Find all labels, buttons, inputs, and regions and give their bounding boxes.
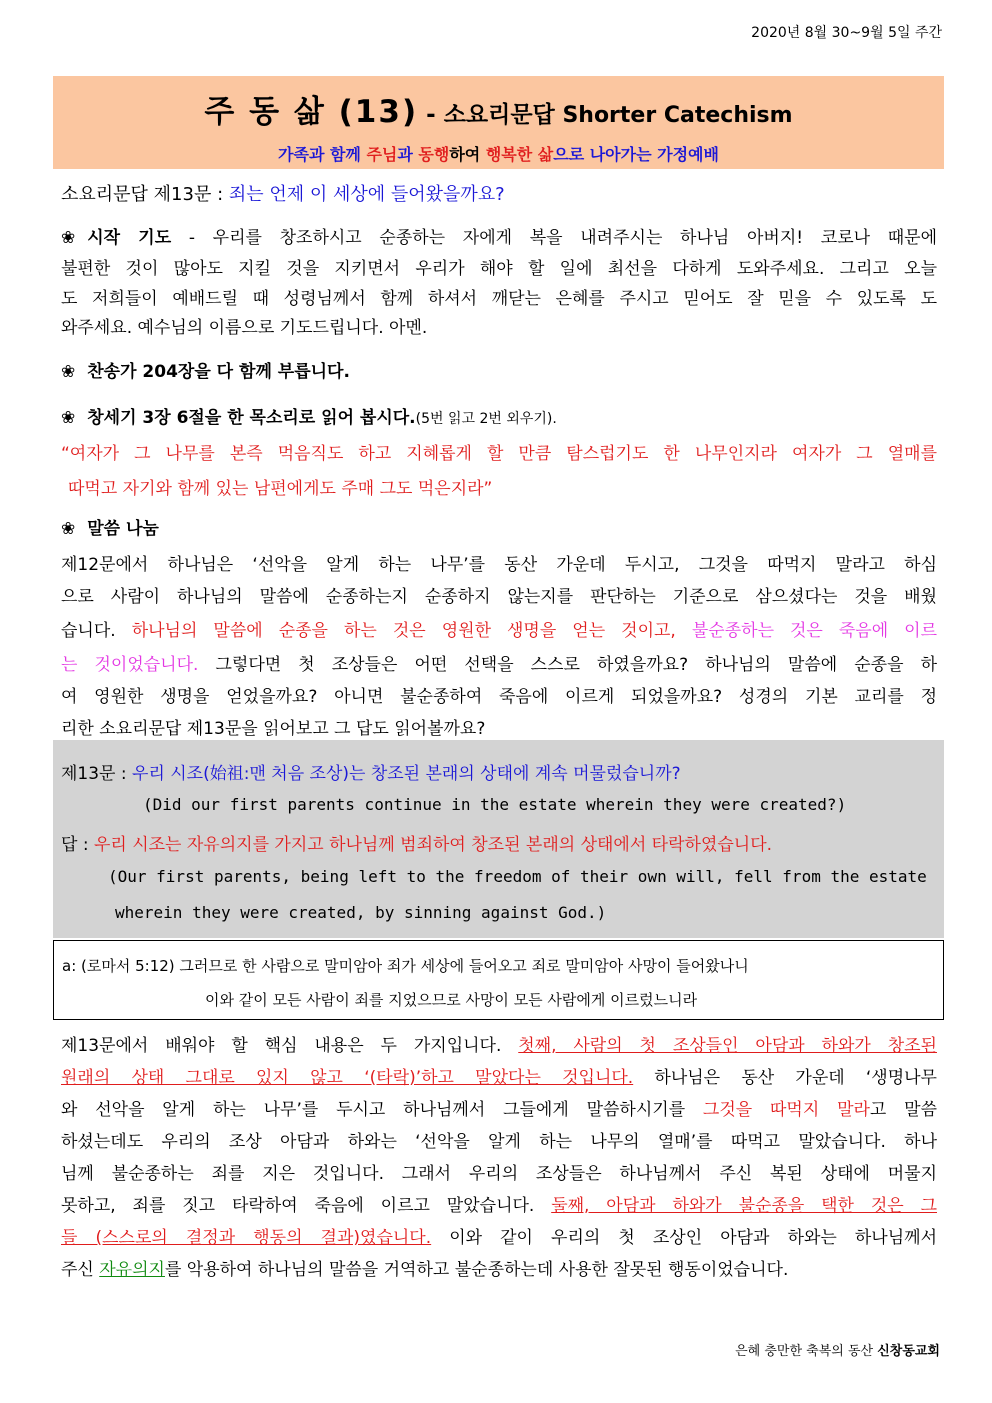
reading-note: (5번 읽고 2번 외우기). [415, 411, 557, 427]
church-name: 신창동교회 [877, 1344, 940, 1359]
question-korean: 우리 시조(始祖:맨 처음 조상)는 창조된 본래의 상태에 계속 머물렀습니까? [132, 764, 681, 784]
subtitle-part: 으로 나아가는 [553, 145, 658, 164]
subtitle-part: 하여 [449, 145, 486, 164]
sharing-highlight-red: 하나님의 말씀에 순종을 하는 것은 영원한 생명을 얻는 것이고, [131, 621, 692, 641]
body-line-6 [61, 1191, 937, 1216]
question-label: 소요리문답 제13문 : [61, 184, 229, 205]
sharing-heading-line [61, 514, 937, 539]
subtitle-part: 주님 [366, 145, 398, 164]
title-dash: - [418, 102, 444, 128]
subtitle-part: 가정예배 [657, 145, 719, 164]
body-line-5: 님께 불순종하는 죄를 지은 것입니다. 그래서 우리의 조상들은 하나님께서 주신 복된 상태에 머물지 [61, 1164, 937, 1184]
body-text: 와 선악을 알게 하는 나무’를 두시고 하나님께서 그들에게 말씀하시기를 [61, 1100, 703, 1120]
body-text: 하나님은 동산 가운데 ‘생명나무 [633, 1068, 937, 1088]
body-highlight-green: 자유의지 [99, 1260, 165, 1280]
body-highlight: 첫째, 사람의 첫 조상들인 아담과 하와가 창조된 [518, 1036, 937, 1056]
sharing-line-4 [61, 650, 937, 675]
sharing-text: 습니다. [61, 621, 132, 641]
footer [735, 1340, 940, 1359]
subtitle-part: 함께 [324, 145, 367, 164]
question-text: 죄는 언제 이 세상에 들어왔을까요? [228, 184, 505, 205]
body-line-1 [61, 1031, 937, 1056]
flower-bullet-icon: ❀ [61, 228, 76, 248]
body-line-4: 하셨는데도 우리의 조상 아담과 하와는 ‘선악을 알게 하는 나무의 열매’를 따먹고 말았습니다. 하나 [61, 1132, 937, 1152]
body-text: 못하고, 죄를 짓고 타락하여 죽음에 이르고 말았습니다. [61, 1196, 552, 1216]
sharing-text: 그렇다면 첫 조상들은 어떤 선택을 스스로 하였을까요? 하나님의 말씀에 순종을 하 [198, 655, 938, 675]
body-highlight: 둘째, 아담과 하와가 불순종을 택한 것은 그 [551, 1196, 937, 1216]
reference-line-2: 이와 같이 모든 사람이 죄를 지었으므로 사망이 모든 사람에게 이르렀느니라 [205, 991, 698, 1009]
date-range: 2020년 8월 30~9월 5일 주간 [751, 25, 942, 41]
title-korean: 소요리문답 [443, 102, 555, 128]
body-highlight: 들 (스스로의 결정과 행동의 결과)였습니다. [61, 1228, 432, 1248]
hymn-line [61, 357, 937, 382]
sharing-line-1: 제12문에서 하나님은 ‘선악을 알게 하는 나무’를 동산 가운데 두시고, 그것을 따먹지 말라고 하심 [61, 555, 937, 575]
reading-line [61, 403, 937, 428]
body-text: 를 악용하여 하나님의 말씀을 거역하고 불순종하는데 사용한 잘못된 행동이었습니다. [164, 1260, 789, 1280]
subtitle-part: 행복한 삶 [485, 145, 554, 164]
question-number: 제13문 : [61, 764, 133, 784]
answer-english-2: wherein they were created, by sinning against God.) [115, 903, 607, 922]
verse-line-2: 따먹고 자기와 함께 있는 남편에게도 주매 그도 먹은지라” [68, 479, 493, 499]
prayer-line-3: 도 저희들이 예배드릴 때 성령님께서 함께 하셔서 깨닫는 은혜를 주시고 믿어도 잘 믿을 수 있도록 도 [61, 289, 937, 309]
answer-korean: 우리 시조는 자유의지를 가지고 하나님께 범죄하여 창조된 본래의 상태에서 타락하였습니다. [93, 835, 773, 855]
answer-label: 답 : [61, 835, 94, 855]
subtitle-part: 과 [397, 145, 419, 164]
verse-line-1: “여자가 그 나무를 본즉 먹음직도 하고 지혜롭게 할 만큼 탐스럽기도 한 나무인지라 여자가 그 열매를 [61, 444, 937, 464]
flower-bullet-icon: ❀ [61, 519, 76, 539]
prayer-line-2: 불편한 것이 많아도 지킬 것을 지키면서 우리가 해야 할 일에 최선을 다하게 도와주세요. 그리고 오늘 [61, 259, 937, 279]
title-english: Shorter Catechism [554, 103, 793, 128]
title-banner [53, 76, 944, 169]
sharing-line-2: 으로 사람이 하나님의 말씀에 순종하는지 순종하지 않는지를 판단하는 기준으로 삼으셨다는 것을 배웠 [61, 587, 937, 607]
title-main: 주 동 삶 (13) [204, 94, 419, 130]
catechism-answer [61, 830, 937, 855]
flower-bullet-icon: ❀ [61, 362, 76, 382]
body-text: 이와 같이 우리의 첫 조상인 아담과 하와는 하나님께서 [431, 1228, 937, 1248]
answer-english-1: (Our first parents, being left to the freedom of their own will, fell from the estate [108, 867, 927, 886]
body-highlight: 원래의 상태 그대로 있지 않고 ‘(타락)’하고 말았다는 것입니다. [61, 1068, 634, 1088]
reading-text: 창세기 3장 6절을 한 목소리로 읽어 봅시다. [87, 408, 416, 428]
body-text: 주신 [61, 1260, 100, 1280]
body-line-7 [61, 1223, 937, 1248]
sharing-highlight-magenta: 불순종하는 것은 죽음에 이르 [691, 621, 938, 641]
body-highlight: 그것을 따먹지 말라 [702, 1100, 870, 1120]
body-line-8 [61, 1255, 937, 1280]
sharing-heading: 말씀 나눔 [87, 519, 159, 539]
banner-subtitle [53, 142, 944, 165]
prayer-text: - 우리를 창조하시고 순종하는 자에게 복을 내려주시는 하나님 아버지! 코로나 때문에 [171, 228, 937, 248]
question-line [61, 180, 937, 206]
body-line-2 [61, 1063, 937, 1088]
question-english: (Did our first parents continue in the estate wherein they were created?) [143, 795, 847, 814]
sharing-highlight-magenta: 는 것이었습니다. [61, 655, 199, 675]
footer-text: 은혜 충만한 축복의 동산 [735, 1344, 878, 1359]
page-title [53, 86, 944, 131]
body-text: 고 말씀 [869, 1100, 937, 1120]
catechism-question [61, 759, 937, 784]
sharing-line-5: 여 영원한 생명을 얻었을까요? 아니면 불순종하여 죽음에 이르게 되었을까요? 성경의 기본 교리를 정 [61, 687, 937, 707]
body-text: 제13문에서 배워야 할 핵심 내용은 두 가지입니다. [61, 1036, 519, 1056]
hymn-text: 찬송가 204장을 다 함께 부릅니다. [87, 362, 350, 382]
sharing-line-3 [61, 616, 937, 641]
subtitle-part: 가족과 [278, 145, 325, 164]
prayer-line-4: 와주세요. 예수님의 이름으로 기도드립니다. 아멘. [61, 318, 428, 338]
flower-bullet-icon: ❀ [61, 408, 76, 428]
reference-line-1: a: (로마서 5:12) 그러므로 한 사람으로 말미암아 죄가 세상에 들어오고 죄로 말미암아 사망이 들어왔나니 [62, 957, 749, 975]
sharing-line-6: 리한 소요리문답 제13문을 읽어보고 그 답도 읽어볼까요? [61, 719, 486, 739]
subtitle-part: 동행 [418, 145, 450, 164]
prayer-heading: 시작 기도 [87, 228, 172, 248]
prayer-line-1 [61, 223, 937, 248]
body-line-3 [61, 1095, 937, 1120]
